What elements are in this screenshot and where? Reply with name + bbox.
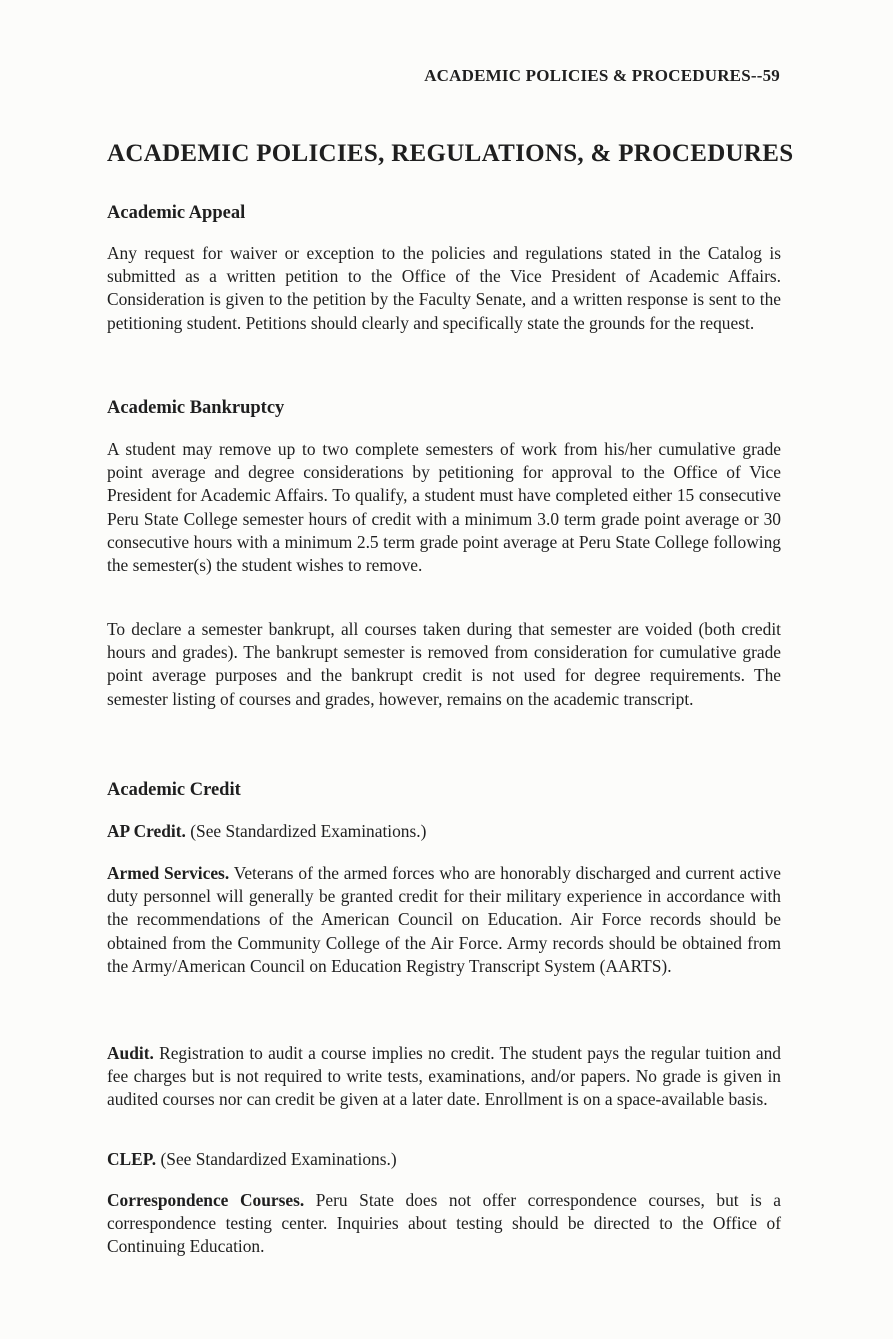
clep-text: (See Standardized Examinations.) — [156, 1149, 397, 1169]
correspondence-courses-text: Peru State does not offer correspondence courses, but is a correspondence testing center. Inquiries about testing should be directed to the Office of Continuing Education. — [107, 1190, 782, 1257]
clep-item — [107, 1148, 781, 1171]
academic-appeal-text: Any request for waiver or exception to the policies and regulations stated in the Catalog is submitted as a written petition to the Office of the Vice President of Academic Affairs. Consideration is given to the petition by the Faculty Senate, and a written response is sent to the petitioning student. Petitions should clearly and specifically state the grounds for the request. — [107, 243, 781, 333]
clep-lead: CLEP. — [107, 1149, 157, 1169]
armed-services-text: Veterans of the armed forces who are honorably discharged and current active duty personnel will generally be granted credit for their military experience in accordance with the recommendations of the American Council on Education. Air Force records should be obtained from the Community College of the Air Force. Army records should be obtained from the Army/American Council on Education Registry Transcript System (AARTS). — [107, 863, 781, 976]
academic-bankruptcy-paragraph-2: To declare a semester bankrupt, all courses taken during that semester are voided (both credit hours and grades). The bankrupt semester is removed from consideration for cumulative grade point average purposes and the bankrupt credit is not used for degree requirements. The semester listing of courses and grades, however, remains on the academic transcript. — [107, 619, 781, 709]
academic-bankruptcy-heading: Academic Bankruptcy — [107, 398, 285, 418]
armed-services-lead: Armed Services. — [107, 863, 230, 883]
armed-services-item — [107, 862, 781, 978]
academic-credit-heading: Academic Credit — [107, 780, 241, 800]
correspondence-courses-item — [107, 1189, 781, 1259]
academic-bankruptcy-paragraph-1: A student may remove up to two complete semesters of work from his/her cumulative grade point average and degree considerations by petitioning for approval to the Office of Vice President for Academic Affairs. To qualify, a student must have completed either 15 consecutive Peru State College semester hours of credit with a minimum 3.0 term grade point average or 30 consecutive hours with a minimum 2.5 term grade point average at Peru State College following the semester(s) the student wishes to remove. — [107, 439, 781, 576]
page-title: ACADEMIC POLICIES, REGULATIONS, & PROCEDURES — [107, 140, 794, 167]
running-head: ACADEMIC POLICIES & PROCEDURES--59 — [424, 66, 780, 85]
ap-credit-lead: AP Credit. — [107, 821, 186, 841]
ap-credit-text: (See Standardized Examinations.) — [185, 821, 427, 841]
ap-credit-item — [107, 820, 781, 843]
audit-lead: Audit. — [107, 1043, 154, 1063]
correspondence-courses-lead: Correspondence Courses. — [107, 1190, 305, 1210]
academic-appeal-heading: Academic Appeal — [107, 203, 246, 223]
audit-item — [107, 1042, 781, 1112]
audit-text: Registration to audit a course implies no credit. The student pays the regular tuition and fee charges but is not required to write tests, examinations, and/or papers. No grade is given in audited courses nor can credit be given at a later date. Enrollment is on a space-available basis. — [107, 1043, 781, 1110]
